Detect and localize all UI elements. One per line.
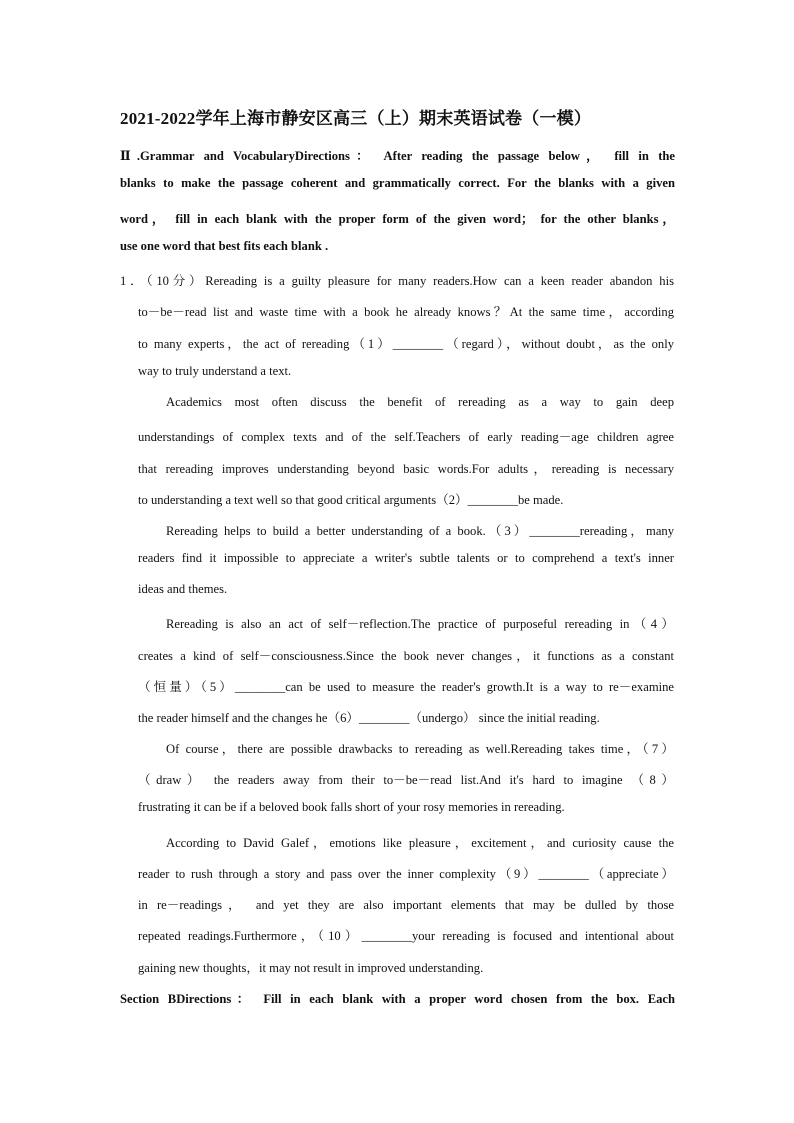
passage-line: Rereading helps to build a better understanding of a book.（3）________rereading，many — [166, 524, 674, 538]
passage-line: that rereading improves understanding beyond basic words.For adults，rereading is necessary — [138, 462, 674, 476]
passage-line: frustrating it can be if a beloved book falls short of your rosy memories in rereading. — [138, 800, 565, 814]
passage-line: creates a kind of self－consciousness.Since the book never changes，it functions as a constant — [138, 649, 674, 663]
exam-title: 2021-2022学年上海市静安区高三（上）期末英语试卷（一模） — [120, 109, 592, 128]
passage-line: the reader himself and the changes he（6）________（undergo） since the initial reading. — [138, 711, 600, 725]
sectionB-directions-line: Section BDirections： Fill in each blank with a proper word chosen from the box. Each — [120, 992, 675, 1006]
passage-line: repeated readings.Furthermore，（10）________your rereading is focused and intentional about — [138, 929, 674, 943]
passage-line: understandings of complex texts and of the self.Teachers of early reading－age children agree — [138, 430, 674, 444]
passage-line: gaining new thoughts，it may not result in improved understanding. — [138, 961, 484, 975]
passage-line: （恒量）（5）________can be used to measure the reader's growth.It is a way to re－examine — [138, 680, 674, 694]
passage-line: to－be－read list and waste time with a book he already knows？At the same time，according — [138, 305, 674, 319]
question-1-line: 1．（10分）Rereading is a guilty pleasure for many readers.How can a keen reader abandon his — [120, 274, 674, 288]
passage-line: reader to rush through a story and pass over the inner complexity（9）________（appreciate） — [138, 867, 674, 881]
passage-line: to understanding a text well so that good critical arguments（2）________be made. — [138, 493, 564, 507]
passage-line: readers find it impossible to appreciate a writer's subtle talents or to comprehend a text's inner — [138, 551, 674, 565]
passage-line: way to truly understand a text. — [138, 364, 292, 378]
passage-line: to many experts，the act of rereading（1）________（regard），without doubt，as the only — [138, 337, 674, 351]
passage-line: ideas and themes. — [138, 582, 228, 596]
section2-directions-line: blanks to make the passage coherent and grammatically correct. For the blanks with a given — [120, 176, 675, 190]
passage-line: （draw） the readers away from their to－be－read list.And it's hard to imagine （8） — [138, 773, 674, 787]
section2-directions-line: Ⅱ.Grammar and VocabularyDirections： After reading the passage below， fill in the — [120, 149, 675, 163]
passage-line: According to David Galef，emotions like pleasure，excitement，and curiosity cause the — [166, 836, 674, 850]
passage-line: Rereading is also an act of self－reflection.The practice of purposeful rereading in（4） — [166, 617, 674, 631]
passage-line: Academics most often discuss the benefit of rereading as a way to gain deep — [166, 395, 674, 409]
passage-line: in re－readings， and yet they are also important elements that may be dulled by those — [138, 898, 674, 912]
section2-directions-line: word， fill in each blank with the proper form of the given word； for the other blanks， — [120, 212, 675, 226]
section2-directions-line: use one word that best fits each blank . — [120, 239, 329, 253]
passage-line: Of course，there are possible drawbacks to rereading as well.Rereading takes time，（7） — [166, 742, 674, 756]
